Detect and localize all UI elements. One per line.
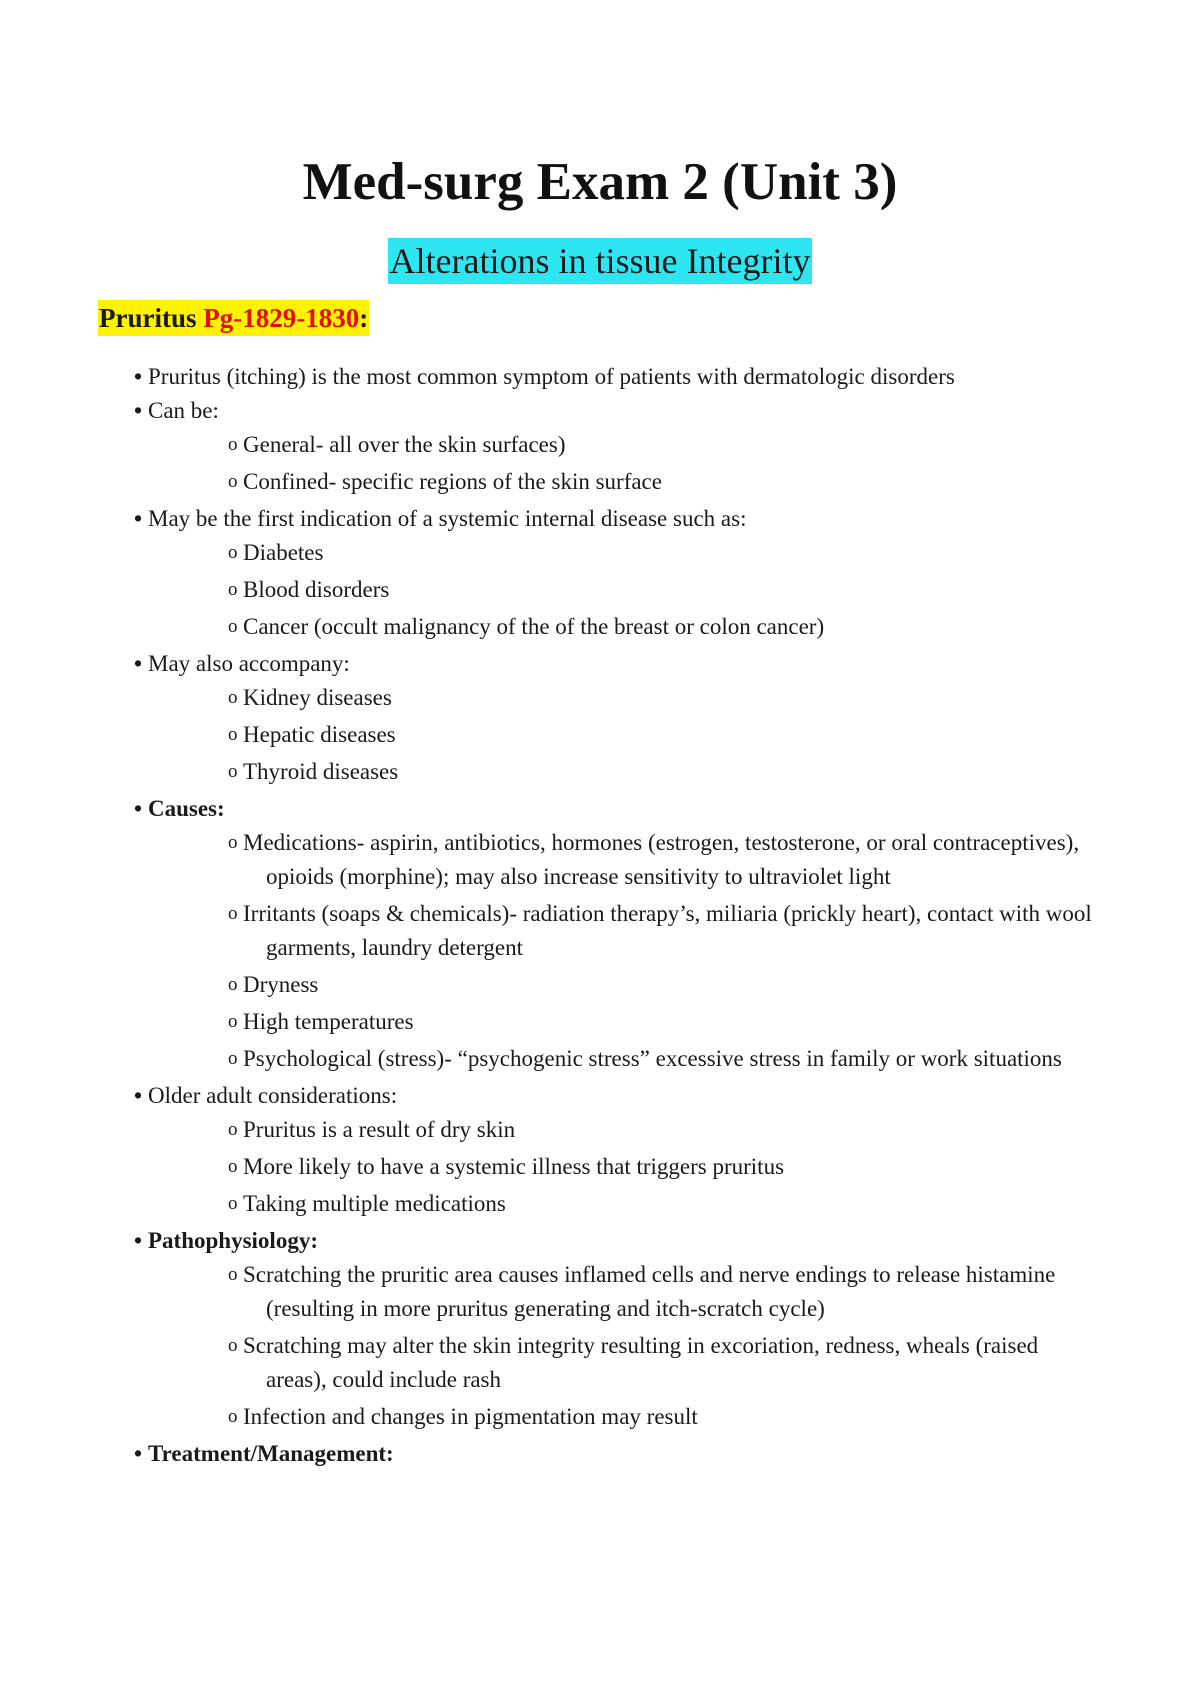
bullet-text: Can be: <box>148 398 219 423</box>
sub-item <box>228 536 1094 570</box>
sub-item <box>228 1042 1094 1076</box>
sub-list <box>148 826 1094 1076</box>
sub-item <box>228 968 1094 1002</box>
sub-item-text: o Thyroid diseases <box>243 759 399 784</box>
sub-item-text: o Taking multiple medications <box>243 1191 506 1216</box>
sub-item-text: o General- all over the skin surfaces) <box>243 432 566 457</box>
sub-list <box>148 536 1094 644</box>
sub-item-text: o Scratching the pruritic area causes inflamed cells and nerve endings to release histamine (resulting in more pruritus generating and itch-scratch cycle) <box>243 1262 1056 1321</box>
sub-item <box>228 1005 1094 1039</box>
sub-item-text: o Dryness <box>243 972 319 997</box>
sub-item <box>228 1187 1094 1221</box>
sub-item-text: o Diabetes <box>243 540 324 565</box>
bullet-item <box>134 1224 1094 1434</box>
sub-item-text: o Confined- specific regions of the skin surface <box>243 469 662 494</box>
sub-item <box>228 681 1094 715</box>
page-title: Med-surg Exam 2 (Unit 3) <box>302 153 898 211</box>
sub-item <box>228 1150 1094 1184</box>
bullet-item <box>134 1437 1094 1471</box>
sub-item <box>228 573 1094 607</box>
sub-item <box>228 610 1094 644</box>
sub-item-text: o Pruritus is a result of dry skin <box>243 1117 516 1142</box>
sub-list <box>148 1258 1094 1434</box>
sub-item-text: o Hepatic diseases <box>243 722 396 747</box>
sub-item <box>228 718 1094 752</box>
section-heading <box>98 300 369 336</box>
bullet-text: May be the first indication of a systemic internal disease such as: <box>148 506 747 531</box>
sub-item-text: o High temperatures <box>243 1009 414 1034</box>
sub-item <box>228 1400 1094 1434</box>
sub-item <box>228 1113 1094 1147</box>
bullet-text: Pruritus (itching) is the most common symptom of patients with dermatologic disorders <box>148 364 955 389</box>
bullet-text: Treatment/Management: <box>148 1441 394 1466</box>
bullet-item <box>134 360 1094 394</box>
sub-item <box>228 826 1094 894</box>
sub-item <box>228 428 1094 462</box>
sub-item <box>228 1258 1094 1326</box>
sub-item-text: o Medications- aspirin, antibiotics, hormones (estrogen, testosterone, or oral contraceptives), opioids (morphine); may also increase sensitivity to ultraviolet light <box>243 830 1080 889</box>
bullet-item <box>134 792 1094 1076</box>
page-subtitle: Alterations in tissue Integrity <box>388 238 813 284</box>
sub-item-text: o Blood disorders <box>243 577 390 602</box>
sub-item <box>228 755 1094 789</box>
outline-list <box>134 360 1094 1471</box>
bullet-item <box>134 647 1094 789</box>
sub-item-text: o Cancer (occult malignancy of the of the breast or colon cancer) <box>243 614 825 639</box>
section-name: Pruritus <box>99 303 197 333</box>
sub-item <box>228 897 1094 965</box>
sub-item-text: o More likely to have a systemic illness that triggers pruritus <box>243 1154 785 1179</box>
sub-item-text: o Irritants (soaps & chemicals)- radiation therapy’s, miliaria (prickly heart), contact with wool garments, laundry detergent <box>243 901 1092 960</box>
bullet-text: Older adult considerations: <box>148 1083 398 1108</box>
sub-item-text: o Kidney diseases <box>243 685 392 710</box>
bullet-text: Pathophysiology: <box>148 1228 318 1253</box>
sub-item <box>228 465 1094 499</box>
subtitle-wrapper <box>0 238 1200 284</box>
bullet-text: Causes: <box>148 796 225 821</box>
sub-list <box>148 428 1094 499</box>
sub-item <box>228 1329 1094 1397</box>
sub-list <box>148 681 1094 789</box>
sub-item-text: o Infection and changes in pigmentation may result <box>243 1404 698 1429</box>
bullet-item <box>134 394 1094 499</box>
sub-item-text: o Psychological (stress)- “psychogenic stress” excessive stress in family or work situations <box>243 1046 1062 1071</box>
sub-list <box>148 1113 1094 1221</box>
section-pages: Pg-1829-1830 <box>203 303 360 333</box>
sub-item-text: o Scratching may alter the skin integrity resulting in excoriation, redness, wheals (raised areas), could include rash <box>243 1333 1039 1392</box>
bullet-item <box>134 502 1094 644</box>
section-colon: : <box>359 303 369 333</box>
bullet-text: May also accompany: <box>148 651 350 676</box>
bullet-item <box>134 1079 1094 1221</box>
